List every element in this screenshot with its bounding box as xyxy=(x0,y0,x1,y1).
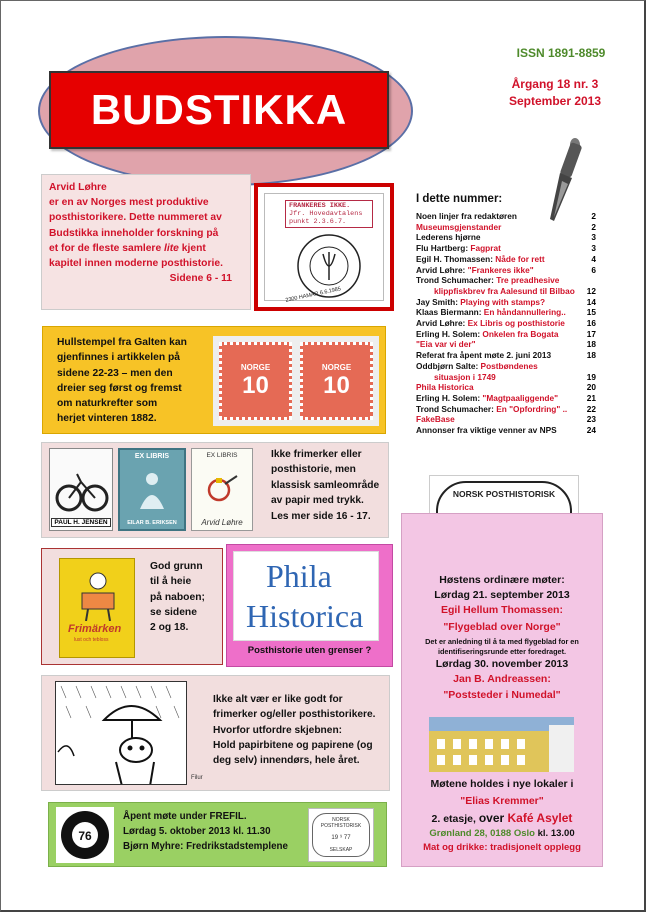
exlibris-plate-2: EX LIBRIS EILAR B. ERIKSEN xyxy=(118,448,186,531)
intro-line-3: Budstikka inneholder forskning på xyxy=(49,227,219,239)
frimarken-line-1: God grunn xyxy=(150,561,203,572)
toc-item: Phila Historica 20 xyxy=(416,382,596,393)
weather-cartoon xyxy=(55,681,187,785)
venue-food: Mat og drikke: tradisjonelt opplegg xyxy=(423,842,581,853)
intro-line-1: er en av Norges mest produktive xyxy=(49,197,209,209)
stamp-10-ore-1: NORGE 10 xyxy=(219,342,292,420)
exlibris-plate-1: PAUL H. JENSEN xyxy=(49,448,113,531)
frimarken-line-5: 2 og 18. xyxy=(150,622,189,634)
intro-name: Arvid Løhre xyxy=(49,182,107,193)
volume: Årgang 18 nr. 3 xyxy=(511,77,599,91)
exlibris-line-4: av papir med trykk. xyxy=(271,495,364,507)
issue-date: September 2013 xyxy=(508,94,602,108)
reader-icon xyxy=(76,567,120,621)
toc-heading: I dette nummer: xyxy=(416,193,503,205)
meetings-heading: Høstens ordinære møter: xyxy=(439,574,565,586)
masthead-title-box xyxy=(49,71,389,149)
toc-item: Arvid Løhre: Ex Libris og posthistorie 16 xyxy=(416,318,596,329)
meeting-2-date: Lørdag 30. november 2013 xyxy=(435,658,569,670)
toc-item: Erling H. Solem: Onkelen fra Bogata 17 xyxy=(416,328,596,339)
intro-line-2: posthistorikere. Dette nummeret av xyxy=(49,212,222,224)
toc-item: Flu Hartberg: Fagprat 3 xyxy=(416,243,596,254)
postmark-text: 2300 HAMAR 6.6.1985 xyxy=(284,286,342,304)
exlibris-plate-3: EX LIBRIS Arvid Løhre xyxy=(191,448,253,531)
venue-text xyxy=(401,777,603,855)
exlibris-line-1: Ikke frimerker eller xyxy=(271,449,362,460)
toc-item: Noen linjer fra redaktøren 2 xyxy=(416,211,596,221)
galten-line-1: Hullstempel fra Galten kan xyxy=(57,337,187,348)
toc-list xyxy=(416,211,596,436)
phila-logo: Phila Historica xyxy=(233,551,379,641)
frefil-badge xyxy=(56,807,114,863)
toc-item: Trond Schumacher: Tre preadhesive xyxy=(416,275,560,286)
galten-line-5: om naturkrefter som xyxy=(57,398,158,410)
venue-line-2: "Elias Kremmer" xyxy=(460,795,544,807)
frankeres-cover xyxy=(264,193,384,304)
toc-item: "Eia var vi der" 18 xyxy=(416,339,596,350)
intro-line-5: kapitel innen moderne posthistorie. xyxy=(49,258,223,270)
toc-item: situasjon i 1749 19 xyxy=(434,371,596,382)
weather-line-5: deg selv) innendørs, hele året. xyxy=(213,755,360,767)
galten-line-4: dreier seg først og fremst xyxy=(57,382,182,394)
phila-caption: Posthistorie uten grenser ? xyxy=(247,645,372,656)
umbrella-man-icon xyxy=(56,682,187,785)
nps-stamp: NORSK POSTHISTORISK xyxy=(436,481,572,561)
galten-line-3: sidene 22-23 – men den xyxy=(57,367,173,379)
venue-photo xyxy=(429,717,574,772)
frimarken-line-4: se sidene xyxy=(150,606,197,618)
masthead-title: BUDSTIKKA xyxy=(90,86,348,133)
weather-signature: Filur xyxy=(191,775,203,781)
weather-line-2: frimerker og/eller posthistorikere. xyxy=(213,709,376,721)
meeting-1-date: Lørdag 21. september 2013 xyxy=(434,589,570,601)
stamp-10-ore-2: NORGE 10 xyxy=(300,342,373,420)
intro-line-4: et for de fleste samlere lite kjent xyxy=(49,242,206,254)
weather-line-3: Hvorfor utfordre skjebnen: xyxy=(213,724,343,736)
weather-line-1: Ikke alt vær er like godt for xyxy=(213,694,343,705)
posthorn-icon xyxy=(205,474,239,504)
intro-pages: Sidene 6 - 11 xyxy=(169,273,232,285)
frankeres-label: FRANKERES IKKE. Jfr. Hovedavtalens punkt 2.3.6.7. xyxy=(285,200,373,228)
club-badge-icon xyxy=(59,809,111,861)
toc-item: Erling H. Solem: "Magtpaaliggende" 21 xyxy=(416,392,596,403)
toc-item: Trond Schumacher: En "Opfordring" .. 22 xyxy=(416,403,596,414)
svg-text:76: 76 xyxy=(78,829,92,843)
frimarken-line-2: til å heie xyxy=(150,576,192,588)
meeting-2-title: "Poststeder i Numedal" xyxy=(443,689,561,701)
toc-item: Referat fra åpent møte 2. juni 2013 18 xyxy=(416,350,596,361)
frankeres-frame xyxy=(254,183,394,311)
weather-line-4: Hold papirbitene og papirene (og xyxy=(213,739,373,751)
frefil-line-1: Åpent møte under FREFIL. xyxy=(123,811,247,822)
toc-item: Jay Smith: Playing with stamps? 14 xyxy=(416,296,596,307)
exlibris-line-3: klassisk samleområde xyxy=(271,479,380,491)
galten-line-2: gjenfinnes i artikkelen på xyxy=(57,352,181,364)
toc-item: Oddbjørn Salte: Postbøndenes xyxy=(416,360,538,371)
toc-item: Museumsgjenstander 2 xyxy=(416,221,596,232)
exlibris-text xyxy=(271,447,389,524)
meeting-1-title: "Flygeblad over Norge" xyxy=(443,621,561,633)
intro-box xyxy=(41,174,251,310)
frefil-line-2: Lørdag 5. oktober 2013 kl. 11.30 xyxy=(123,826,271,837)
galten-stamps xyxy=(213,336,379,426)
galten-line-6: herjet vinteren 1882. xyxy=(57,413,157,425)
toc-item: klippfiskbrev fra Aalesund til Bilbao 12 xyxy=(434,285,596,296)
venue-line-3: 2. etasje, over Kafé Asylet xyxy=(431,811,573,825)
frimarken-cover: Frimärken lust och tebloss xyxy=(59,558,135,658)
bicycle-icon xyxy=(53,468,109,518)
toc-item: Egil H. Thomassen: Nåde for rett 4 xyxy=(416,253,596,264)
frefil-line-3: Bjørn Myhre: Fredrikstadstemplene xyxy=(123,841,288,852)
frefil-text xyxy=(123,809,288,854)
venue-address: Grønland 28, 0188 Oslo kl. 13.00 xyxy=(429,828,575,839)
toc-item: FakeBase 23 xyxy=(416,414,596,425)
venue-line-1: Møtene holdes i nye lokaler i xyxy=(430,778,574,790)
meeting-1-speaker: Egil Hellum Thomassen: xyxy=(441,604,563,616)
meeting-1-note-2: identifiseringsrunde etter foredraget. xyxy=(437,647,567,656)
exlibris-line-2: posthistorie, men xyxy=(271,464,356,476)
toc-item: Annonser fra viktige venner av NPS 24 xyxy=(416,425,596,436)
toc-item: Lederens hjørne 3 xyxy=(416,232,596,243)
meeting-1-note-1: Det er anledning til å ta med flygeblad for en xyxy=(425,637,579,646)
meeting-2-speaker: Jan B. Andreassen: xyxy=(453,673,551,685)
meetings-content xyxy=(401,573,603,704)
frefil-postmark: NORSK POSTHISTORISK 19 ⁹ 77 SELSKAP xyxy=(308,808,374,862)
toc-item: Klaas Biermann: En håndannullering.. 15 xyxy=(416,307,596,318)
frimarken-text xyxy=(150,559,205,635)
frimarken-line-3: på naboen; xyxy=(150,591,205,603)
exlibris-line-5: Les mer side 16 - 17. xyxy=(271,510,371,522)
issn: ISSN 1891-8859 xyxy=(516,46,606,60)
toc-item: Arvid Løhre: "Frankeres ikke" 6 xyxy=(416,264,596,275)
figure-icon xyxy=(132,469,172,511)
weather-text xyxy=(213,692,376,768)
